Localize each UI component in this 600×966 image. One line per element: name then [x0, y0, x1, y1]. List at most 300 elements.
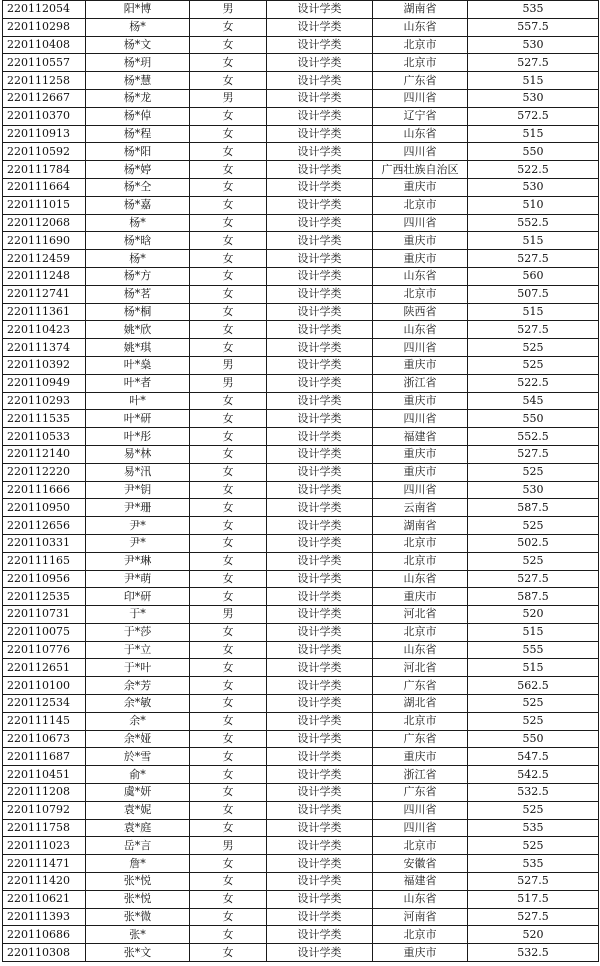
score-cell: 510: [468, 196, 599, 214]
score-cell: 525: [468, 712, 599, 730]
major-category-cell: 设计学类: [267, 712, 373, 730]
province-cell: 四川省: [373, 481, 468, 499]
student-id-cell: 220112651: [3, 659, 86, 677]
score-cell: 522.5: [468, 161, 599, 179]
student-name-cell: 俞*: [86, 766, 190, 784]
gender-cell: 女: [190, 428, 267, 446]
table-row: [3, 339, 599, 357]
score-cell: 530: [468, 36, 599, 54]
province-cell: 四川省: [373, 410, 468, 428]
major-category-cell: 设计学类: [267, 1, 373, 19]
student-name-cell: 於*雪: [86, 748, 190, 766]
table-row: [3, 143, 599, 161]
student-id-cell: 220112140: [3, 445, 86, 463]
student-name-cell: 杨*文: [86, 36, 190, 54]
table-row: [3, 89, 599, 107]
gender-cell: 女: [190, 267, 267, 285]
province-cell: 四川省: [373, 801, 468, 819]
student-id-cell: 220110370: [3, 107, 86, 125]
table-row: [3, 285, 599, 303]
score-cell: 527.5: [468, 321, 599, 339]
score-cell: 535: [468, 1, 599, 19]
province-cell: 重庆市: [373, 178, 468, 196]
gender-cell: 女: [190, 784, 267, 802]
province-cell: 山东省: [373, 570, 468, 588]
student-id-cell: 220112741: [3, 285, 86, 303]
score-cell: 525: [468, 463, 599, 481]
student-id-cell: 220110451: [3, 766, 86, 784]
student-name-cell: 詹*: [86, 855, 190, 873]
student-id-cell: 220111374: [3, 339, 86, 357]
table-row: [3, 748, 599, 766]
gender-cell: 女: [190, 873, 267, 891]
score-cell: 527.5: [468, 445, 599, 463]
major-category-cell: 设计学类: [267, 178, 373, 196]
score-cell: 535: [468, 855, 599, 873]
gender-cell: 女: [190, 214, 267, 232]
province-cell: 北京市: [373, 623, 468, 641]
major-category-cell: 设计学类: [267, 730, 373, 748]
major-category-cell: 设计学类: [267, 534, 373, 552]
student-name-cell: 杨*倬: [86, 107, 190, 125]
major-category-cell: 设计学类: [267, 623, 373, 641]
major-category-cell: 设计学类: [267, 499, 373, 517]
major-category-cell: 设计学类: [267, 267, 373, 285]
student-id-cell: 220112534: [3, 695, 86, 713]
province-cell: 湖北省: [373, 695, 468, 713]
province-cell: 四川省: [373, 339, 468, 357]
student-id-cell: 220111784: [3, 161, 86, 179]
table-row: [3, 1, 599, 19]
major-category-cell: 设计学类: [267, 748, 373, 766]
admission-list-table: [2, 0, 599, 962]
student-id-cell: 220110776: [3, 641, 86, 659]
major-category-cell: 设计学类: [267, 410, 373, 428]
table-row: [3, 570, 599, 588]
student-name-cell: 杨*方: [86, 267, 190, 285]
gender-cell: 女: [190, 926, 267, 944]
gender-cell: 女: [190, 161, 267, 179]
major-category-cell: 设计学类: [267, 161, 373, 179]
student-name-cell: 尹*萌: [86, 570, 190, 588]
gender-cell: 男: [190, 1, 267, 19]
gender-cell: 女: [190, 107, 267, 125]
score-cell: 517.5: [468, 890, 599, 908]
student-name-cell: 岳*言: [86, 837, 190, 855]
student-name-cell: 于*: [86, 606, 190, 624]
province-cell: 四川省: [373, 819, 468, 837]
score-cell: 515: [468, 623, 599, 641]
gender-cell: 女: [190, 250, 267, 268]
student-id-cell: 220110950: [3, 499, 86, 517]
major-category-cell: 设计学类: [267, 659, 373, 677]
student-id-cell: 220112068: [3, 214, 86, 232]
student-name-cell: 杨*茗: [86, 285, 190, 303]
table-row: [3, 374, 599, 392]
table-row: [3, 784, 599, 802]
province-cell: 四川省: [373, 214, 468, 232]
gender-cell: 女: [190, 623, 267, 641]
table-row: [3, 18, 599, 36]
student-name-cell: 尹*琳: [86, 552, 190, 570]
table-row: [3, 944, 599, 962]
student-name-cell: 尹*珊: [86, 499, 190, 517]
gender-cell: 女: [190, 712, 267, 730]
province-cell: 河北省: [373, 659, 468, 677]
table-row: [3, 499, 599, 517]
province-cell: 北京市: [373, 285, 468, 303]
table-row: [3, 873, 599, 891]
province-cell: 广东省: [373, 72, 468, 90]
major-category-cell: 设计学类: [267, 36, 373, 54]
gender-cell: 男: [190, 356, 267, 374]
score-cell: 525: [468, 837, 599, 855]
province-cell: 重庆市: [373, 250, 468, 268]
major-category-cell: 设计学类: [267, 285, 373, 303]
gender-cell: 女: [190, 54, 267, 72]
score-cell: 557.5: [468, 18, 599, 36]
student-name-cell: 于*莎: [86, 623, 190, 641]
student-name-cell: 尹*: [86, 534, 190, 552]
student-id-cell: 220112459: [3, 250, 86, 268]
major-category-cell: 设计学类: [267, 873, 373, 891]
table-row: [3, 890, 599, 908]
table-row: [3, 926, 599, 944]
student-name-cell: 杨*: [86, 250, 190, 268]
province-cell: 陕西省: [373, 303, 468, 321]
student-id-cell: 220110293: [3, 392, 86, 410]
student-name-cell: 杨*龙: [86, 89, 190, 107]
gender-cell: 女: [190, 819, 267, 837]
table-row: [3, 677, 599, 695]
province-cell: 重庆市: [373, 588, 468, 606]
student-name-cell: 杨*仝: [86, 178, 190, 196]
score-cell: 520: [468, 606, 599, 624]
table-row: [3, 623, 599, 641]
table-row: [3, 125, 599, 143]
table-row: [3, 356, 599, 374]
major-category-cell: 设计学类: [267, 552, 373, 570]
student-id-cell: 220110423: [3, 321, 86, 339]
table-row: [3, 606, 599, 624]
table-row: [3, 196, 599, 214]
student-name-cell: 余*: [86, 712, 190, 730]
province-cell: 安徽省: [373, 855, 468, 873]
score-cell: 547.5: [468, 748, 599, 766]
major-category-cell: 设计学类: [267, 18, 373, 36]
major-category-cell: 设计学类: [267, 374, 373, 392]
student-id-cell: 220112054: [3, 1, 86, 19]
student-name-cell: 姚*琪: [86, 339, 190, 357]
student-id-cell: 220110913: [3, 125, 86, 143]
student-name-cell: 袁*庭: [86, 819, 190, 837]
student-id-cell: 220110792: [3, 801, 86, 819]
gender-cell: 女: [190, 641, 267, 659]
student-id-cell: 220111471: [3, 855, 86, 873]
student-name-cell: 杨*嘉: [86, 196, 190, 214]
gender-cell: 女: [190, 730, 267, 748]
gender-cell: 女: [190, 196, 267, 214]
major-category-cell: 设计学类: [267, 143, 373, 161]
score-cell: 525: [468, 339, 599, 357]
score-cell: 572.5: [468, 107, 599, 125]
score-cell: 525: [468, 356, 599, 374]
province-cell: 重庆市: [373, 356, 468, 374]
gender-cell: 女: [190, 890, 267, 908]
student-id-cell: 220111208: [3, 784, 86, 802]
table-row: [3, 481, 599, 499]
student-name-cell: 叶*燊: [86, 356, 190, 374]
table-row: [3, 819, 599, 837]
score-cell: 522.5: [468, 374, 599, 392]
student-id-cell: 220110557: [3, 54, 86, 72]
province-cell: 广西壮族自治区: [373, 161, 468, 179]
student-id-cell: 220110533: [3, 428, 86, 446]
student-id-cell: 220110331: [3, 534, 86, 552]
student-id-cell: 220111015: [3, 196, 86, 214]
gender-cell: 女: [190, 232, 267, 250]
score-cell: 532.5: [468, 784, 599, 802]
table-row: [3, 801, 599, 819]
table-row: [3, 428, 599, 446]
gender-cell: 女: [190, 72, 267, 90]
score-cell: 525: [468, 517, 599, 535]
gender-cell: 女: [190, 855, 267, 873]
gender-cell: 女: [190, 463, 267, 481]
major-category-cell: 设计学类: [267, 908, 373, 926]
student-name-cell: 虞*妍: [86, 784, 190, 802]
province-cell: 山东省: [373, 125, 468, 143]
student-name-cell: 于*立: [86, 641, 190, 659]
student-name-cell: 易*林: [86, 445, 190, 463]
table-row: [3, 695, 599, 713]
student-name-cell: 余*敏: [86, 695, 190, 713]
table-row: [3, 855, 599, 873]
student-id-cell: 220111535: [3, 410, 86, 428]
province-cell: 山东省: [373, 267, 468, 285]
table-row: [3, 410, 599, 428]
score-cell: 525: [468, 695, 599, 713]
major-category-cell: 设计学类: [267, 677, 373, 695]
table-row: [3, 463, 599, 481]
gender-cell: 女: [190, 944, 267, 962]
province-cell: 北京市: [373, 552, 468, 570]
student-name-cell: 张*文: [86, 944, 190, 962]
student-id-cell: 220112220: [3, 463, 86, 481]
student-id-cell: 220111664: [3, 178, 86, 196]
major-category-cell: 设计学类: [267, 926, 373, 944]
student-name-cell: 杨*桐: [86, 303, 190, 321]
score-cell: 560: [468, 267, 599, 285]
student-name-cell: 杨*慧: [86, 72, 190, 90]
major-category-cell: 设计学类: [267, 428, 373, 446]
score-cell: 562.5: [468, 677, 599, 695]
province-cell: 广东省: [373, 730, 468, 748]
score-cell: 532.5: [468, 944, 599, 962]
table-row: [3, 232, 599, 250]
gender-cell: 男: [190, 374, 267, 392]
province-cell: 重庆市: [373, 748, 468, 766]
major-category-cell: 设计学类: [267, 445, 373, 463]
province-cell: 山东省: [373, 890, 468, 908]
score-cell: 525: [468, 552, 599, 570]
score-cell: 527.5: [468, 570, 599, 588]
major-category-cell: 设计学类: [267, 766, 373, 784]
student-id-cell: 220110956: [3, 570, 86, 588]
province-cell: 广东省: [373, 784, 468, 802]
province-cell: 重庆市: [373, 944, 468, 962]
table-row: [3, 250, 599, 268]
student-name-cell: 张*微: [86, 908, 190, 926]
major-category-cell: 设计学类: [267, 214, 373, 232]
student-id-cell: 220110298: [3, 18, 86, 36]
student-name-cell: 余*芳: [86, 677, 190, 695]
province-cell: 云南省: [373, 499, 468, 517]
score-cell: 527.5: [468, 54, 599, 72]
student-name-cell: 叶*彤: [86, 428, 190, 446]
student-id-cell: 220111361: [3, 303, 86, 321]
major-category-cell: 设计学类: [267, 232, 373, 250]
student-id-cell: 220111393: [3, 908, 86, 926]
table-row: [3, 517, 599, 535]
student-id-cell: 220110621: [3, 890, 86, 908]
score-cell: 550: [468, 143, 599, 161]
province-cell: 四川省: [373, 89, 468, 107]
major-category-cell: 设计学类: [267, 463, 373, 481]
score-cell: 587.5: [468, 588, 599, 606]
student-id-cell: 220111690: [3, 232, 86, 250]
major-category-cell: 设计学类: [267, 125, 373, 143]
gender-cell: 女: [190, 143, 267, 161]
gender-cell: 女: [190, 392, 267, 410]
student-name-cell: 易*汛: [86, 463, 190, 481]
province-cell: 北京市: [373, 837, 468, 855]
province-cell: 浙江省: [373, 374, 468, 392]
province-cell: 北京市: [373, 196, 468, 214]
major-category-cell: 设计学类: [267, 196, 373, 214]
province-cell: 北京市: [373, 36, 468, 54]
gender-cell: 女: [190, 908, 267, 926]
table-row: [3, 552, 599, 570]
province-cell: 重庆市: [373, 445, 468, 463]
table-row: [3, 178, 599, 196]
gender-cell: 女: [190, 517, 267, 535]
gender-cell: 女: [190, 552, 267, 570]
student-name-cell: 阳*博: [86, 1, 190, 19]
score-cell: 552.5: [468, 428, 599, 446]
student-id-cell: 220110686: [3, 926, 86, 944]
province-cell: 重庆市: [373, 463, 468, 481]
score-cell: 525: [468, 801, 599, 819]
student-id-cell: 220111758: [3, 819, 86, 837]
gender-cell: 女: [190, 570, 267, 588]
score-cell: 530: [468, 89, 599, 107]
score-cell: 515: [468, 659, 599, 677]
major-category-cell: 设计学类: [267, 303, 373, 321]
admission-list-body: [3, 1, 599, 962]
student-name-cell: 于*叶: [86, 659, 190, 677]
major-category-cell: 设计学类: [267, 517, 373, 535]
score-cell: 587.5: [468, 499, 599, 517]
major-category-cell: 设计学类: [267, 356, 373, 374]
province-cell: 广东省: [373, 677, 468, 695]
province-cell: 湖南省: [373, 1, 468, 19]
table-row: [3, 303, 599, 321]
gender-cell: 女: [190, 321, 267, 339]
student-name-cell: 叶*: [86, 392, 190, 410]
student-id-cell: 220110731: [3, 606, 86, 624]
table-row: [3, 445, 599, 463]
major-category-cell: 设计学类: [267, 89, 373, 107]
student-name-cell: 张*悦: [86, 890, 190, 908]
score-cell: 527.5: [468, 250, 599, 268]
province-cell: 重庆市: [373, 392, 468, 410]
major-category-cell: 设计学类: [267, 890, 373, 908]
table-row: [3, 161, 599, 179]
major-category-cell: 设计学类: [267, 392, 373, 410]
gender-cell: 女: [190, 36, 267, 54]
province-cell: 河南省: [373, 908, 468, 926]
province-cell: 四川省: [373, 143, 468, 161]
gender-cell: 女: [190, 695, 267, 713]
major-category-cell: 设计学类: [267, 250, 373, 268]
gender-cell: 男: [190, 89, 267, 107]
student-id-cell: 220110592: [3, 143, 86, 161]
table-row: [3, 214, 599, 232]
major-category-cell: 设计学类: [267, 695, 373, 713]
score-cell: 507.5: [468, 285, 599, 303]
province-cell: 河北省: [373, 606, 468, 624]
score-cell: 520: [468, 926, 599, 944]
score-cell: 552.5: [468, 214, 599, 232]
student-name-cell: 印*研: [86, 588, 190, 606]
major-category-cell: 设计学类: [267, 944, 373, 962]
major-category-cell: 设计学类: [267, 481, 373, 499]
student-id-cell: 220112535: [3, 588, 86, 606]
table-row: [3, 730, 599, 748]
table-row: [3, 321, 599, 339]
table-row: [3, 908, 599, 926]
major-category-cell: 设计学类: [267, 801, 373, 819]
student-id-cell: 220110949: [3, 374, 86, 392]
gender-cell: 女: [190, 285, 267, 303]
gender-cell: 女: [190, 339, 267, 357]
student-id-cell: 220111145: [3, 712, 86, 730]
student-name-cell: 叶*研: [86, 410, 190, 428]
student-id-cell: 220111420: [3, 873, 86, 891]
gender-cell: 女: [190, 659, 267, 677]
student-id-cell: 220111165: [3, 552, 86, 570]
student-id-cell: 220110392: [3, 356, 86, 374]
table-row: [3, 107, 599, 125]
province-cell: 福建省: [373, 428, 468, 446]
student-name-cell: 杨*阳: [86, 143, 190, 161]
student-id-cell: 220111666: [3, 481, 86, 499]
score-cell: 542.5: [468, 766, 599, 784]
student-name-cell: 张*悦: [86, 873, 190, 891]
table-row: [3, 588, 599, 606]
gender-cell: 女: [190, 766, 267, 784]
major-category-cell: 设计学类: [267, 837, 373, 855]
score-cell: 550: [468, 730, 599, 748]
table-row: [3, 534, 599, 552]
student-id-cell: 220110408: [3, 36, 86, 54]
score-cell: 515: [468, 125, 599, 143]
province-cell: 北京市: [373, 534, 468, 552]
gender-cell: 男: [190, 606, 267, 624]
student-id-cell: 220111248: [3, 267, 86, 285]
table-row: [3, 36, 599, 54]
